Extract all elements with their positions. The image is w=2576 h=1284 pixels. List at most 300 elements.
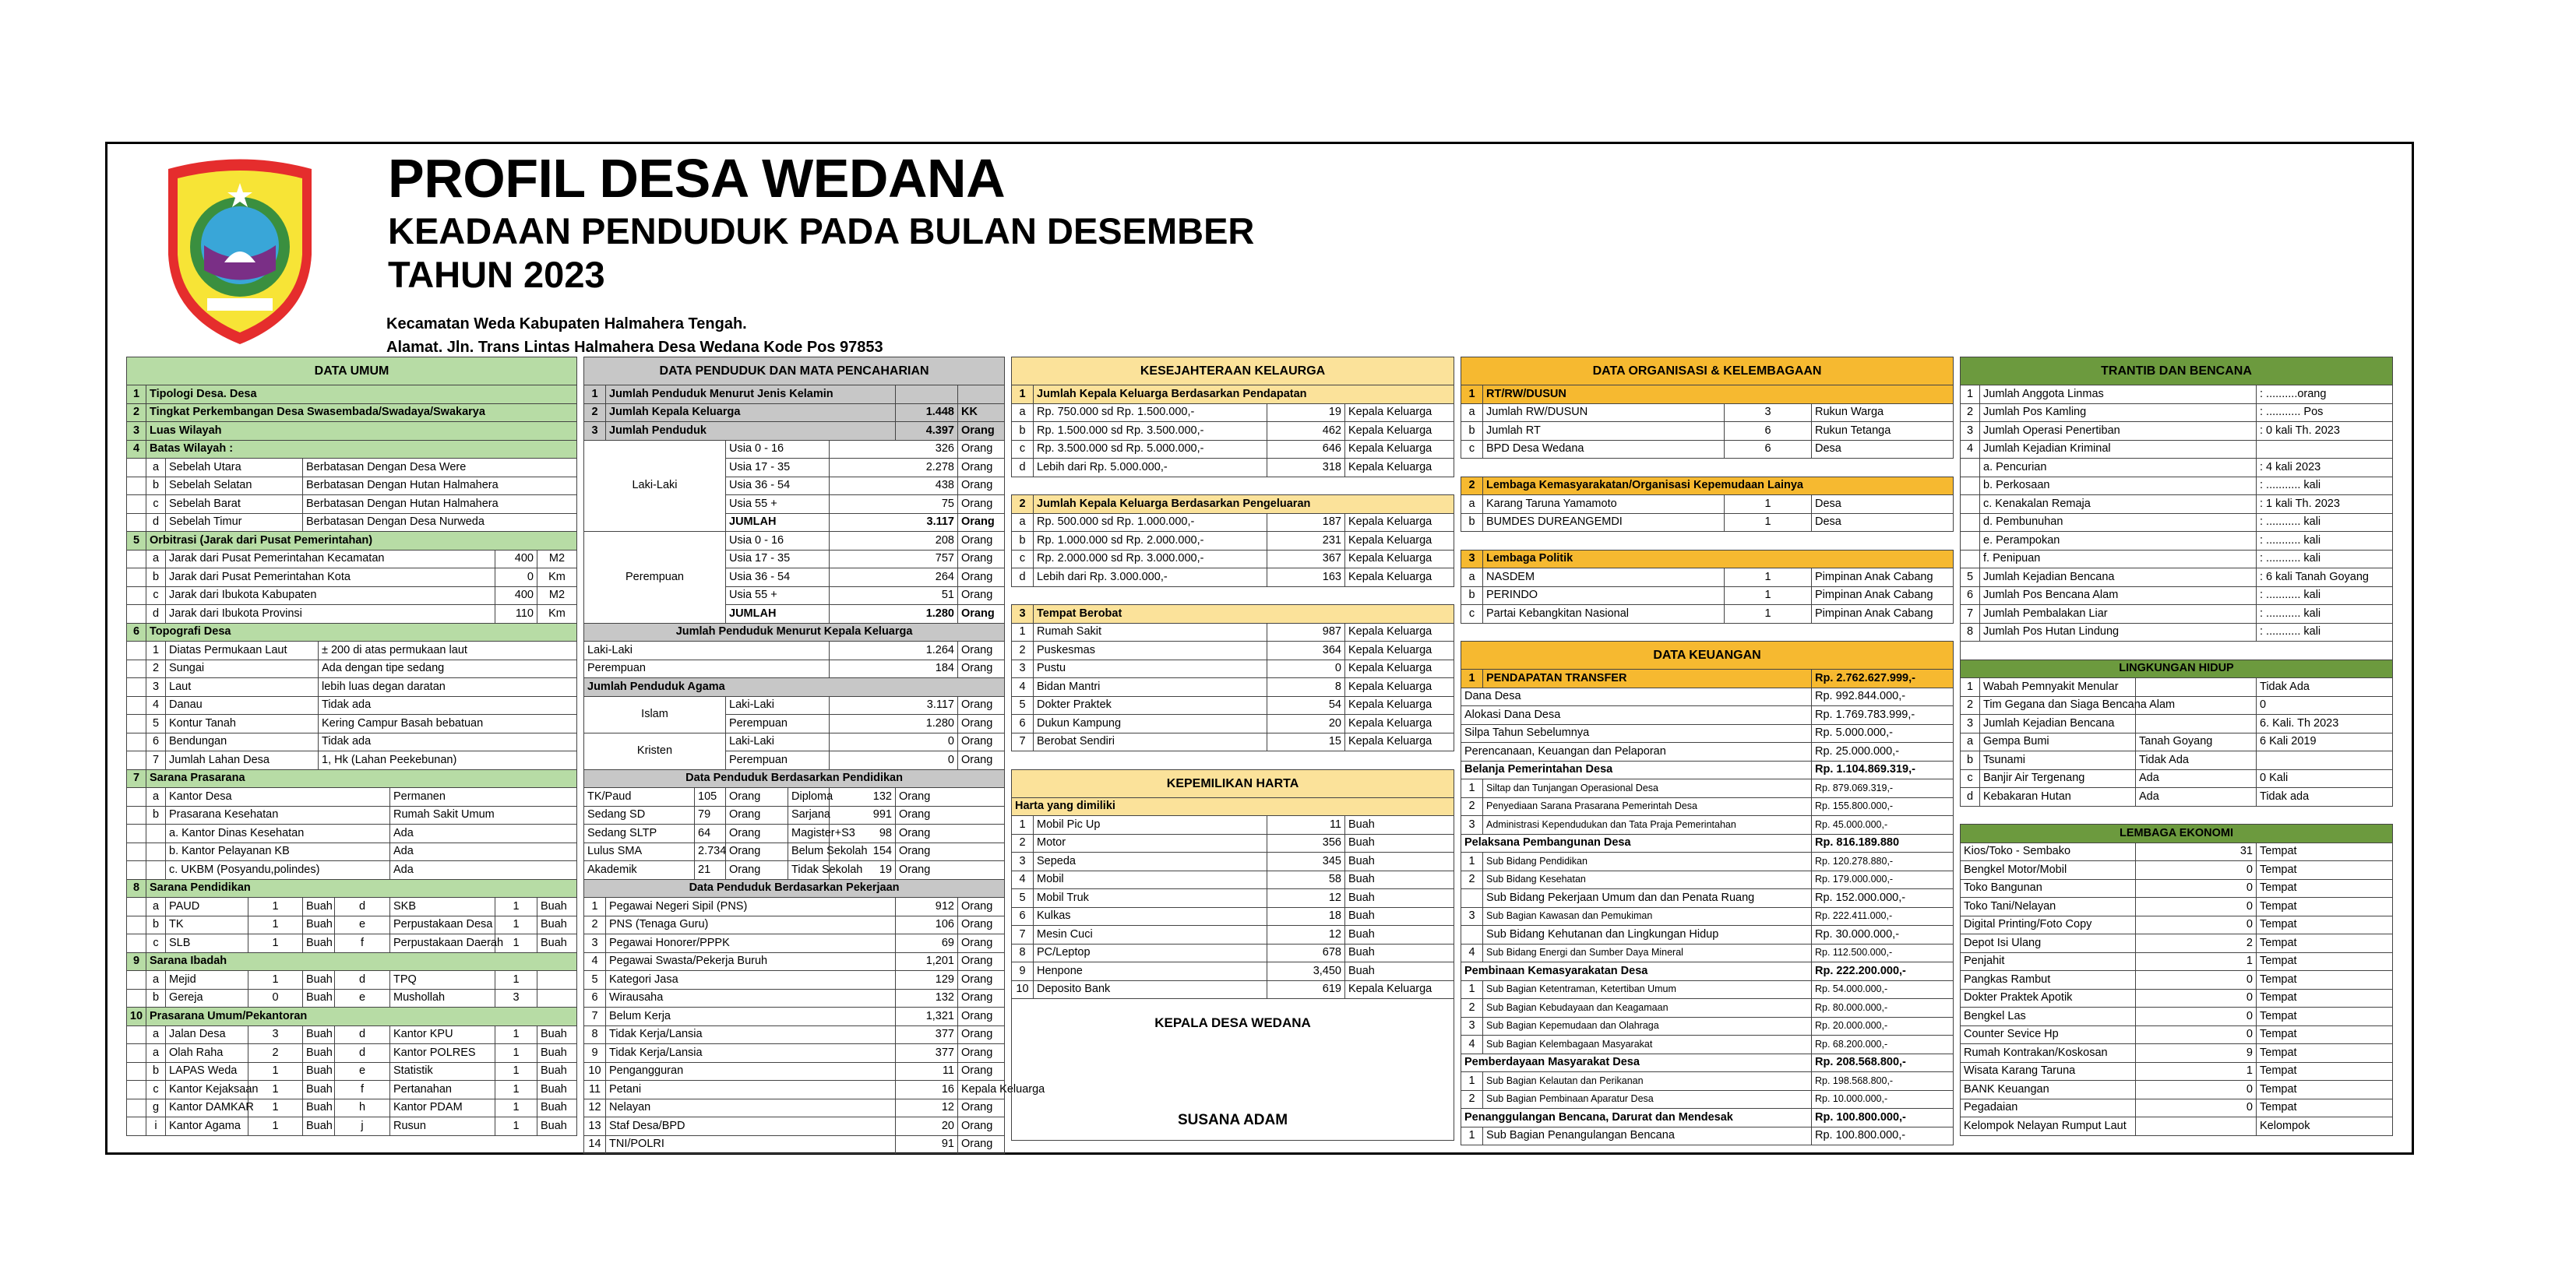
cell xyxy=(1012,477,1454,495)
cell: : ........... kali xyxy=(2257,550,2393,568)
cell: Perpustakaan Daerah xyxy=(390,934,495,953)
cell: Kepala Keluarga xyxy=(1345,642,1454,660)
cell: Sub Bagian Kelembagaan Masyarakat xyxy=(1483,1036,1812,1054)
section-header xyxy=(1012,605,1454,624)
cell: : ........... Pos xyxy=(2257,403,2393,422)
finance-item xyxy=(1461,907,1954,926)
cell: 1 xyxy=(2136,952,2257,971)
cell: Buah xyxy=(537,1025,577,1044)
welfare-row xyxy=(1012,403,1454,422)
cell: 1 xyxy=(1461,1072,1483,1091)
cell: Orang xyxy=(896,843,1005,861)
trantib-row xyxy=(1961,605,2393,624)
cell: 98 xyxy=(830,825,896,843)
cell: Tempat xyxy=(2257,1062,2393,1081)
cell: 1 xyxy=(248,898,303,916)
cell: Sebelah Utara xyxy=(166,459,303,477)
cell: a xyxy=(146,1044,166,1063)
cell: Jarak dari Pusat Pemerintahan Kecamatan xyxy=(166,550,495,568)
finance-item xyxy=(1461,797,1954,816)
cell: TK/Paud xyxy=(584,788,695,807)
cell: Laki-Laki xyxy=(584,642,830,660)
cell: j xyxy=(335,1117,390,1136)
cell: b xyxy=(1012,532,1034,551)
cell: Bengkel Las xyxy=(1961,1008,2136,1026)
cell: Orang xyxy=(726,861,788,880)
kk-row xyxy=(584,660,1005,678)
summary-row xyxy=(584,403,1005,422)
cell: Orang xyxy=(958,733,1005,751)
cell: 1 xyxy=(1725,586,1812,605)
cell: d xyxy=(1012,459,1034,477)
cell: Rp. 198.568.800,- xyxy=(1812,1072,1954,1091)
finance-item xyxy=(1461,816,1954,835)
cell: 3 xyxy=(1012,605,1034,624)
cell: NASDEM xyxy=(1483,568,1725,587)
asset-row xyxy=(1012,980,1454,999)
cell: Harta yang dimiliki xyxy=(1012,797,1454,816)
cell xyxy=(958,385,1005,404)
cell: 15 xyxy=(1267,733,1345,751)
cell: Orang xyxy=(958,989,1005,1008)
cell: 7 xyxy=(1012,926,1034,945)
section-title xyxy=(1961,825,2393,843)
cell xyxy=(127,788,146,807)
cell: 18 xyxy=(1267,907,1345,926)
cell: 4 xyxy=(1012,678,1034,697)
cell: 3 xyxy=(495,989,537,1008)
cell xyxy=(1012,751,1454,770)
section-header xyxy=(127,403,577,422)
cell: 678 xyxy=(1267,944,1345,962)
orbit-row xyxy=(127,586,577,605)
cell: 1.280 xyxy=(830,715,958,733)
cell: b xyxy=(146,568,166,587)
cell: 1 xyxy=(1461,779,1483,798)
cell: 5 xyxy=(1012,889,1034,908)
signature-block xyxy=(1012,999,1454,1141)
cell: SKB xyxy=(390,898,495,916)
cell: Jarak dari Pusat Pemerintahan Kota xyxy=(166,568,495,587)
cell: d xyxy=(1012,568,1034,587)
cell: Rp. 2.762.627.999,- xyxy=(1812,670,1954,688)
cell: 31 xyxy=(2136,843,2257,861)
cell: 0 xyxy=(2136,916,2257,934)
cell: SLB xyxy=(166,934,248,953)
cell: PAUD xyxy=(166,898,248,916)
topo-row xyxy=(127,642,577,660)
cell: Dukun Kampung xyxy=(1034,715,1267,733)
welfare-row xyxy=(1012,422,1454,441)
education-row xyxy=(584,843,1005,861)
org-row xyxy=(1461,513,1954,532)
environment-row xyxy=(1961,733,2393,751)
cell: 12 xyxy=(584,1099,606,1117)
cell xyxy=(146,825,166,843)
cell: 79 xyxy=(695,806,726,825)
section-header xyxy=(127,1008,577,1026)
section-header xyxy=(1461,385,1954,404)
cell: 1,321 xyxy=(896,1008,958,1026)
cell: Tidak Kerja/Lansia xyxy=(606,1044,896,1063)
cell: : ........... kali xyxy=(2257,586,2393,605)
cell: Sarana Prasarana xyxy=(146,769,577,788)
cell: Perencanaan, Keuangan dan Pelaporan xyxy=(1461,743,1812,762)
cell: Buah xyxy=(303,916,335,934)
cell: Orang xyxy=(958,605,1005,624)
cell: 7 xyxy=(584,1008,606,1026)
cell: a xyxy=(1961,733,1980,751)
cell: a xyxy=(146,971,166,990)
cell: Penyediaan Sarana Prasarana Pemerintah Desa xyxy=(1483,797,1812,816)
orbit-row xyxy=(127,568,577,587)
cell: Ada xyxy=(390,825,577,843)
cell: 1 xyxy=(1461,980,1483,999)
cell xyxy=(127,733,146,751)
signature-row xyxy=(1012,999,1454,1141)
cell: Ada xyxy=(390,861,577,880)
cell xyxy=(127,989,146,1008)
cell: Rp. 20.000.000,- xyxy=(1812,1017,1954,1036)
cell: Tidak ada xyxy=(319,733,577,751)
cell: 3,450 xyxy=(1267,962,1345,981)
cell: 0 xyxy=(1267,660,1345,678)
cell: 356 xyxy=(1267,834,1345,853)
asset-row xyxy=(1012,926,1454,945)
trantib-row xyxy=(1961,586,2393,605)
cell: 1 xyxy=(248,971,303,990)
cell: Permanen xyxy=(390,788,577,807)
cell: a. Pencurian xyxy=(1980,459,2257,477)
spacer xyxy=(1961,806,2393,825)
org-row xyxy=(1461,495,1954,514)
cell: Rp. 54.000.000,- xyxy=(1812,980,1954,999)
cell: Buah xyxy=(537,1099,577,1117)
cell: 2.278 xyxy=(830,459,958,477)
cell: Orang xyxy=(896,788,1005,807)
cell: c. UKBM (Posyandu,polindes) xyxy=(166,861,390,880)
cell: Jumlah Penduduk xyxy=(606,422,896,441)
cell: 1 xyxy=(1725,605,1812,624)
cell: Counter Sevice Hp xyxy=(1961,1025,2136,1044)
cell: 20 xyxy=(1267,715,1345,733)
cell: Jumlah Kepala Keluarga xyxy=(606,403,896,422)
page-title: PROFIL DESA WEDANA xyxy=(388,148,1006,209)
cell: PENDAPATAN TRANSFER xyxy=(1483,670,1812,688)
cell: Laki-Laki xyxy=(584,440,726,532)
cell: Tipologi Desa. Desa xyxy=(146,385,577,404)
cell: 1 xyxy=(495,934,537,953)
finance-group xyxy=(1461,761,1954,779)
cell: d xyxy=(146,605,166,624)
cell: Usia 0 - 16 xyxy=(726,532,830,551)
cell: Laut xyxy=(166,678,319,697)
cell: Statistik xyxy=(390,1062,495,1081)
trantib-row xyxy=(1961,385,2393,404)
cell: Tempat xyxy=(2257,1099,2393,1117)
cell: Diploma xyxy=(788,788,830,807)
cell xyxy=(2257,751,2393,770)
cell: Tempat xyxy=(2257,934,2393,953)
cell: 3 xyxy=(127,422,146,441)
cell: 0 xyxy=(2136,989,2257,1008)
finance-group xyxy=(1461,1054,1954,1072)
cell: 6 xyxy=(1012,907,1034,926)
cell: a xyxy=(1012,513,1034,532)
cell: 6 xyxy=(1725,422,1812,441)
age-row xyxy=(584,440,1005,459)
cell: 364 xyxy=(1267,642,1345,660)
cell: 11 xyxy=(1267,816,1345,835)
cell: Rp. 222.411.000,- xyxy=(1812,907,1954,926)
cell: Rp. 10.000.000,- xyxy=(1812,1090,1954,1109)
cell: 0 xyxy=(2136,861,2257,880)
cell: Orang xyxy=(958,422,1005,441)
cell: a xyxy=(146,550,166,568)
cell: 1.264 xyxy=(830,642,958,660)
cell: 6 Kali 2019 xyxy=(2257,733,2393,751)
cell: c xyxy=(1961,769,1980,788)
cell: 6 xyxy=(584,989,606,1008)
cell: Tsunami xyxy=(1980,751,2136,770)
border-row xyxy=(127,495,577,514)
cell xyxy=(127,916,146,934)
orbit-row xyxy=(127,605,577,624)
cell: Sub Bidang Pekerjaan Umum dan dan Penata Ruang xyxy=(1483,889,1812,908)
cell: 5 xyxy=(146,715,166,733)
cell: Tempat xyxy=(2257,952,2393,971)
cell: 1 xyxy=(127,385,146,404)
cell: b xyxy=(1961,751,1980,770)
topo-row xyxy=(127,751,577,770)
cell: 5 xyxy=(1961,568,1980,587)
cell: Mejid xyxy=(166,971,248,990)
cell: Buah xyxy=(303,1044,335,1063)
kk-row xyxy=(584,642,1005,660)
cell: Dokter Praktek Apotik xyxy=(1961,989,2136,1008)
cell: 7 xyxy=(1012,733,1034,751)
cell: Deposito Bank xyxy=(1034,980,1267,999)
cell: d xyxy=(146,513,166,532)
cell: e xyxy=(335,916,390,934)
economy-row xyxy=(1961,898,2393,916)
page-year: TAHUN 2023 xyxy=(388,254,605,295)
cell: Kantor Agama xyxy=(166,1117,248,1136)
cell: Islam xyxy=(584,696,726,733)
cell: Rp. 1.104.869.319,- xyxy=(1812,761,1954,779)
cell: Kepala Keluarga xyxy=(1345,403,1454,422)
cell: Pimpinan Anak Cabang xyxy=(1812,605,1954,624)
cell: Luas Wilayah xyxy=(146,422,577,441)
cell: Kantor POLRES xyxy=(390,1044,495,1063)
cell xyxy=(1961,477,1980,495)
cell: 318 xyxy=(1267,459,1345,477)
section-header xyxy=(1461,550,1954,568)
section-title xyxy=(1461,642,1954,670)
cell: Buah xyxy=(1345,834,1454,853)
cell: Orang xyxy=(958,952,1005,971)
cell: Tingkat Perkembangan Desa Swasembada/Swadaya/Swakarya xyxy=(146,403,577,422)
welfare-row xyxy=(1012,660,1454,678)
cell: 10 xyxy=(1012,980,1034,999)
cell: Kantor KPU xyxy=(390,1025,495,1044)
occupation-row xyxy=(584,952,1005,971)
cell: 187 xyxy=(1267,513,1345,532)
sub-title xyxy=(584,678,1005,697)
cell: Nelayan xyxy=(606,1099,896,1117)
facility-row xyxy=(127,788,577,807)
finance-header xyxy=(1461,670,1954,688)
cell: Kelompok Nelayan Rumput Laut xyxy=(1961,1117,2136,1136)
cell: c xyxy=(1461,605,1483,624)
cell: Olah Raha xyxy=(166,1044,248,1063)
cell: Buah xyxy=(303,1099,335,1117)
cell: Bendungan xyxy=(166,733,319,751)
cell: Tempat Berobat xyxy=(1034,605,1454,624)
cell: Orang xyxy=(958,1099,1005,1117)
cell: Berobat Sendiri xyxy=(1034,733,1267,751)
cell: Kategori Jasa xyxy=(606,971,896,990)
cell: 11 xyxy=(896,1062,958,1081)
summary-row xyxy=(584,422,1005,441)
cell: Orang xyxy=(958,1062,1005,1081)
cell: 8 xyxy=(1961,623,1980,642)
cell: Jalan Desa xyxy=(166,1025,248,1044)
cell: Kelompok xyxy=(2257,1117,2393,1136)
address-block xyxy=(386,312,883,359)
cell: 1 xyxy=(1961,385,1980,404)
trantib-row xyxy=(1961,623,2393,642)
occupation-row xyxy=(584,1008,1005,1026)
cell xyxy=(1012,586,1454,605)
cell: a xyxy=(146,788,166,807)
cell: Orang xyxy=(958,751,1005,770)
org-row xyxy=(1461,422,1954,441)
spacer xyxy=(1461,532,1954,551)
cell: Tidak Sekolah xyxy=(788,861,830,880)
cell xyxy=(127,642,146,660)
economy-row xyxy=(1961,1008,2393,1026)
cell: 132 xyxy=(830,788,896,807)
cell: Tidak Kerja/Lansia xyxy=(606,1025,896,1044)
cell: Tidak Ada xyxy=(2136,751,2257,770)
cell: 0 xyxy=(830,751,958,770)
topo-row xyxy=(127,733,577,751)
cell: Rp. 1.500.000 sd Rp. 3.500.000,- xyxy=(1034,422,1267,441)
cell: Buah xyxy=(303,1081,335,1099)
cell: Tempat xyxy=(2257,1081,2393,1099)
cell: Penjahit xyxy=(1961,952,2136,971)
topo-row xyxy=(127,715,577,733)
cell: a xyxy=(1461,568,1483,587)
cell: Pangkas Rambut xyxy=(1961,971,2136,990)
cell xyxy=(2136,715,2257,733)
cell: lebih luas degan daratan xyxy=(319,678,577,697)
cell: Rp. 68.200.000,- xyxy=(1812,1036,1954,1054)
cell: 0 xyxy=(2136,1099,2257,1117)
facility-row xyxy=(127,806,577,825)
cell: Buah xyxy=(1345,871,1454,889)
topo-row xyxy=(127,660,577,678)
cell xyxy=(127,459,146,477)
cell: Desa xyxy=(1812,495,1954,514)
cell: Kepala Keluarga xyxy=(1345,733,1454,751)
finance-item xyxy=(1461,1072,1954,1091)
cell: 0 xyxy=(2136,1008,2257,1026)
cell xyxy=(1961,642,2393,660)
cell: 326 xyxy=(830,440,958,459)
cell: Buah xyxy=(303,1117,335,1136)
cell: Kepala Keluarga xyxy=(1345,513,1454,532)
finance-group xyxy=(1461,1109,1954,1127)
cell: d xyxy=(335,1025,390,1044)
cell: Ada xyxy=(2136,788,2257,807)
cell: Berbatasan Dengan Desa Were xyxy=(303,459,577,477)
cell: Orang xyxy=(958,934,1005,953)
spacer xyxy=(1012,586,1454,605)
economy-row xyxy=(1961,843,2393,861)
cell: Buah xyxy=(1345,907,1454,926)
cell: 58 xyxy=(1267,871,1345,889)
cell xyxy=(1961,495,1980,514)
cell: Rp. 879.069.319,- xyxy=(1812,779,1954,798)
count-row xyxy=(127,934,577,953)
section-title xyxy=(1961,660,2393,678)
cell: 91 xyxy=(896,1135,958,1154)
cell: 1 xyxy=(584,898,606,916)
welfare-row xyxy=(1012,568,1454,587)
cell: Bengkel Motor/Mobil xyxy=(1961,861,2136,880)
cell: 12 xyxy=(1267,926,1345,945)
cell: DATA ORGANISASI & KELEMBAGAAN xyxy=(1461,357,1954,385)
cell: c. Kenakalan Remaja xyxy=(1980,495,2257,514)
cell: Puskesmas xyxy=(1034,642,1267,660)
cell: 1 xyxy=(1012,816,1034,835)
cell: 1 xyxy=(248,934,303,953)
cell: Rp. 816.189.880 xyxy=(1812,834,1954,853)
cell: 1 xyxy=(2136,1062,2257,1081)
cell: Kepala Keluarga xyxy=(1345,623,1454,642)
section-title xyxy=(1461,357,1954,385)
economy-row xyxy=(1961,952,2393,971)
cell: ± 200 di atas permukaan laut xyxy=(319,642,577,660)
cell: c xyxy=(146,1081,166,1099)
environment-row xyxy=(1961,696,2393,715)
cell: Jumlah Pembalakan Liar xyxy=(1980,605,2257,624)
cell: 4 xyxy=(127,440,146,459)
cell: Kepala Keluarga xyxy=(1345,660,1454,678)
cell: Rusun xyxy=(390,1117,495,1136)
asset-row xyxy=(1012,834,1454,853)
cell: 4.397 xyxy=(896,422,958,441)
count-row xyxy=(127,971,577,990)
cell: 0 xyxy=(2136,898,2257,916)
finance-group xyxy=(1461,834,1954,853)
cell: 3.117 xyxy=(830,513,958,532)
cell: Kantor Kejaksaan xyxy=(166,1081,248,1099)
cell xyxy=(127,550,146,568)
cell: b xyxy=(146,1062,166,1081)
finance-row xyxy=(1461,688,1954,706)
cell: Perempuan xyxy=(726,751,830,770)
cell: Sub Bagian Kelautan dan Perikanan xyxy=(1483,1072,1812,1091)
welfare-row xyxy=(1012,550,1454,568)
cell: Rp. 155.800.000,- xyxy=(1812,797,1954,816)
cell: Lebih dari Rp. 3.000.000,- xyxy=(1034,568,1267,587)
finance-row xyxy=(1461,743,1954,762)
finance-item xyxy=(1461,1090,1954,1109)
trantib-row xyxy=(1961,513,2393,532)
